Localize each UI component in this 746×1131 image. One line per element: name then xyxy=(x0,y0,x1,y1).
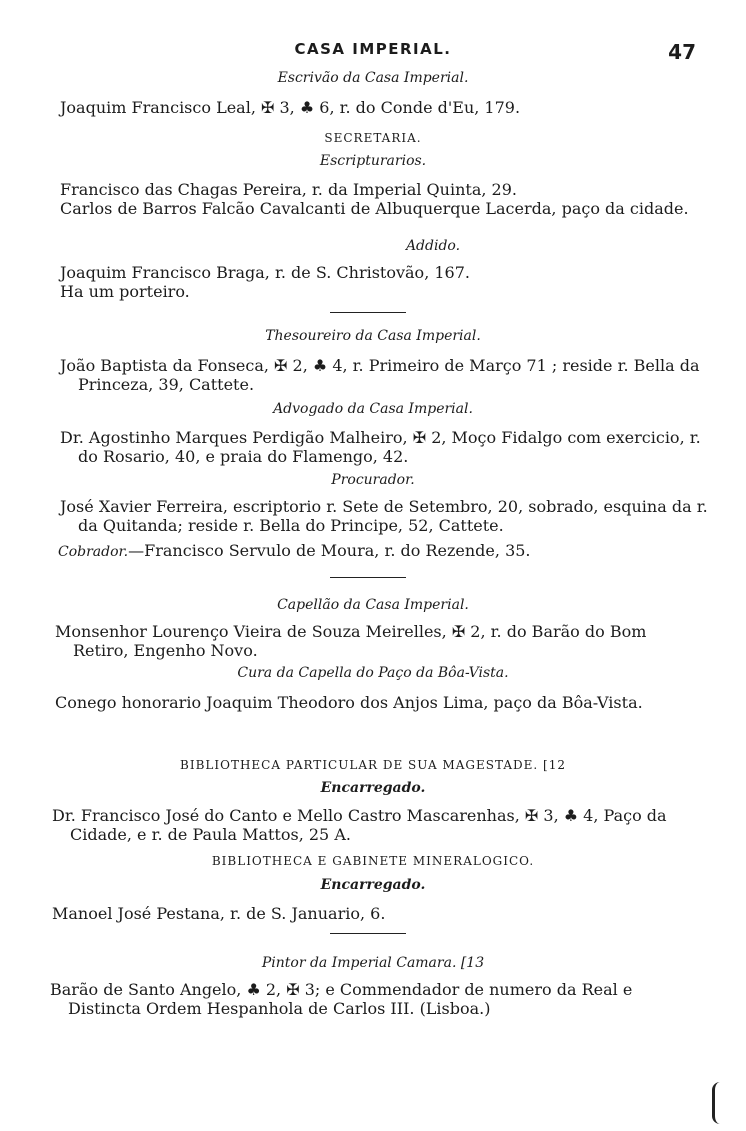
subheading: Advogado da Casa Imperial. xyxy=(273,401,473,417)
subheading: Escripturarios. xyxy=(319,153,427,169)
page-header-title: CASA IMPERIAL. xyxy=(294,40,452,58)
margin-mark xyxy=(712,1082,721,1124)
subheading: Encarregado. xyxy=(320,780,426,796)
section-heading: Pintor da Imperial Camara. [13 xyxy=(261,955,485,971)
section-heading: Thesoureiro da Casa Imperial. xyxy=(265,328,481,344)
paragraph: João Baptista da Fonseca, ✠ 2, ♣ 4, r. Primeiro de Março 71 ; reside r. Bella da Princeza, 39, Cattete. xyxy=(60,356,700,394)
section-heading: BIBLIOTHECA PARTICULAR DE SUA MAGESTADE. [12 xyxy=(180,758,566,772)
section-heading: BIBLIOTHECA E GABINETE MINERALOGICO. xyxy=(211,854,535,868)
text: —Francisco Servulo de Moura, r. do Rezende, 35. xyxy=(128,541,531,560)
paragraph: Dr. Agostinho Marques Perdigão Malheiro, ✠ 2, Moço Fidalgo com exercicio, r. do Rosario, 40, e praia do Flamengo, 42. xyxy=(60,428,701,466)
paragraph: Dr. Francisco José do Canto e Mello Castro Mascarenhas, ✠ 3, ♣ 4, Paço da Cidade, e r. de Paula Mattos, 25 A. xyxy=(52,806,667,844)
paragraph: Manoel José Pestana, r. de S. Januario, 6. xyxy=(52,904,386,923)
paragraph: Carlos de Barros Falcão Cavalcanti de Albuquerque Lacerda, paço da cidade. xyxy=(60,199,689,218)
divider xyxy=(330,577,406,578)
divider xyxy=(330,933,406,934)
paragraph: Barão de Santo Angelo, ♣ 2, ✠ 3; e Commendador de numero da Real e Distincta Ordem Hespanhola de Carlos III. (Lisboa.) xyxy=(50,980,633,1018)
subheading: Addido. xyxy=(405,238,461,254)
page-number: 47 xyxy=(668,40,696,64)
label: Cobrador. xyxy=(58,544,129,560)
paragraph: Ha um porteiro. xyxy=(60,282,190,301)
section-heading: Escrivão da Casa Imperial. xyxy=(277,70,469,86)
subheading: SECRETARIA. xyxy=(324,131,422,145)
paragraph: José Xavier Ferreira, escriptorio r. Sete de Setembro, 20, sobrado, esquina da r. da Quitanda; reside r. Bella do Principe, 52, Cattete. xyxy=(60,497,708,535)
subheading: Cura da Capella do Paço da Bôa-Vista. xyxy=(237,665,509,681)
paragraph xyxy=(58,541,698,562)
paragraph: Joaquim Francisco Leal, ✠ 3, ♣ 6, r. do Conde d'Eu, 179. xyxy=(60,98,521,117)
section-heading: Capellão da Casa Imperial. xyxy=(277,597,469,613)
divider xyxy=(330,312,406,313)
subheading: Procurador. xyxy=(331,472,415,488)
paragraph: Conego honorario Joaquim Theodoro dos Anjos Lima, paço da Bôa-Vista. xyxy=(55,693,643,712)
paragraph: Joaquim Francisco Braga, r. de S. Christovão, 167. xyxy=(60,263,470,282)
paragraph: Francisco das Chagas Pereira, r. da Imperial Quinta, 29. xyxy=(60,180,517,199)
paragraph: Monsenhor Lourenço Vieira de Souza Meirelles, ✠ 2, r. do Barão do Bom Retiro, Engenho Novo. xyxy=(55,622,647,660)
subheading: Encarregado. xyxy=(320,877,426,893)
